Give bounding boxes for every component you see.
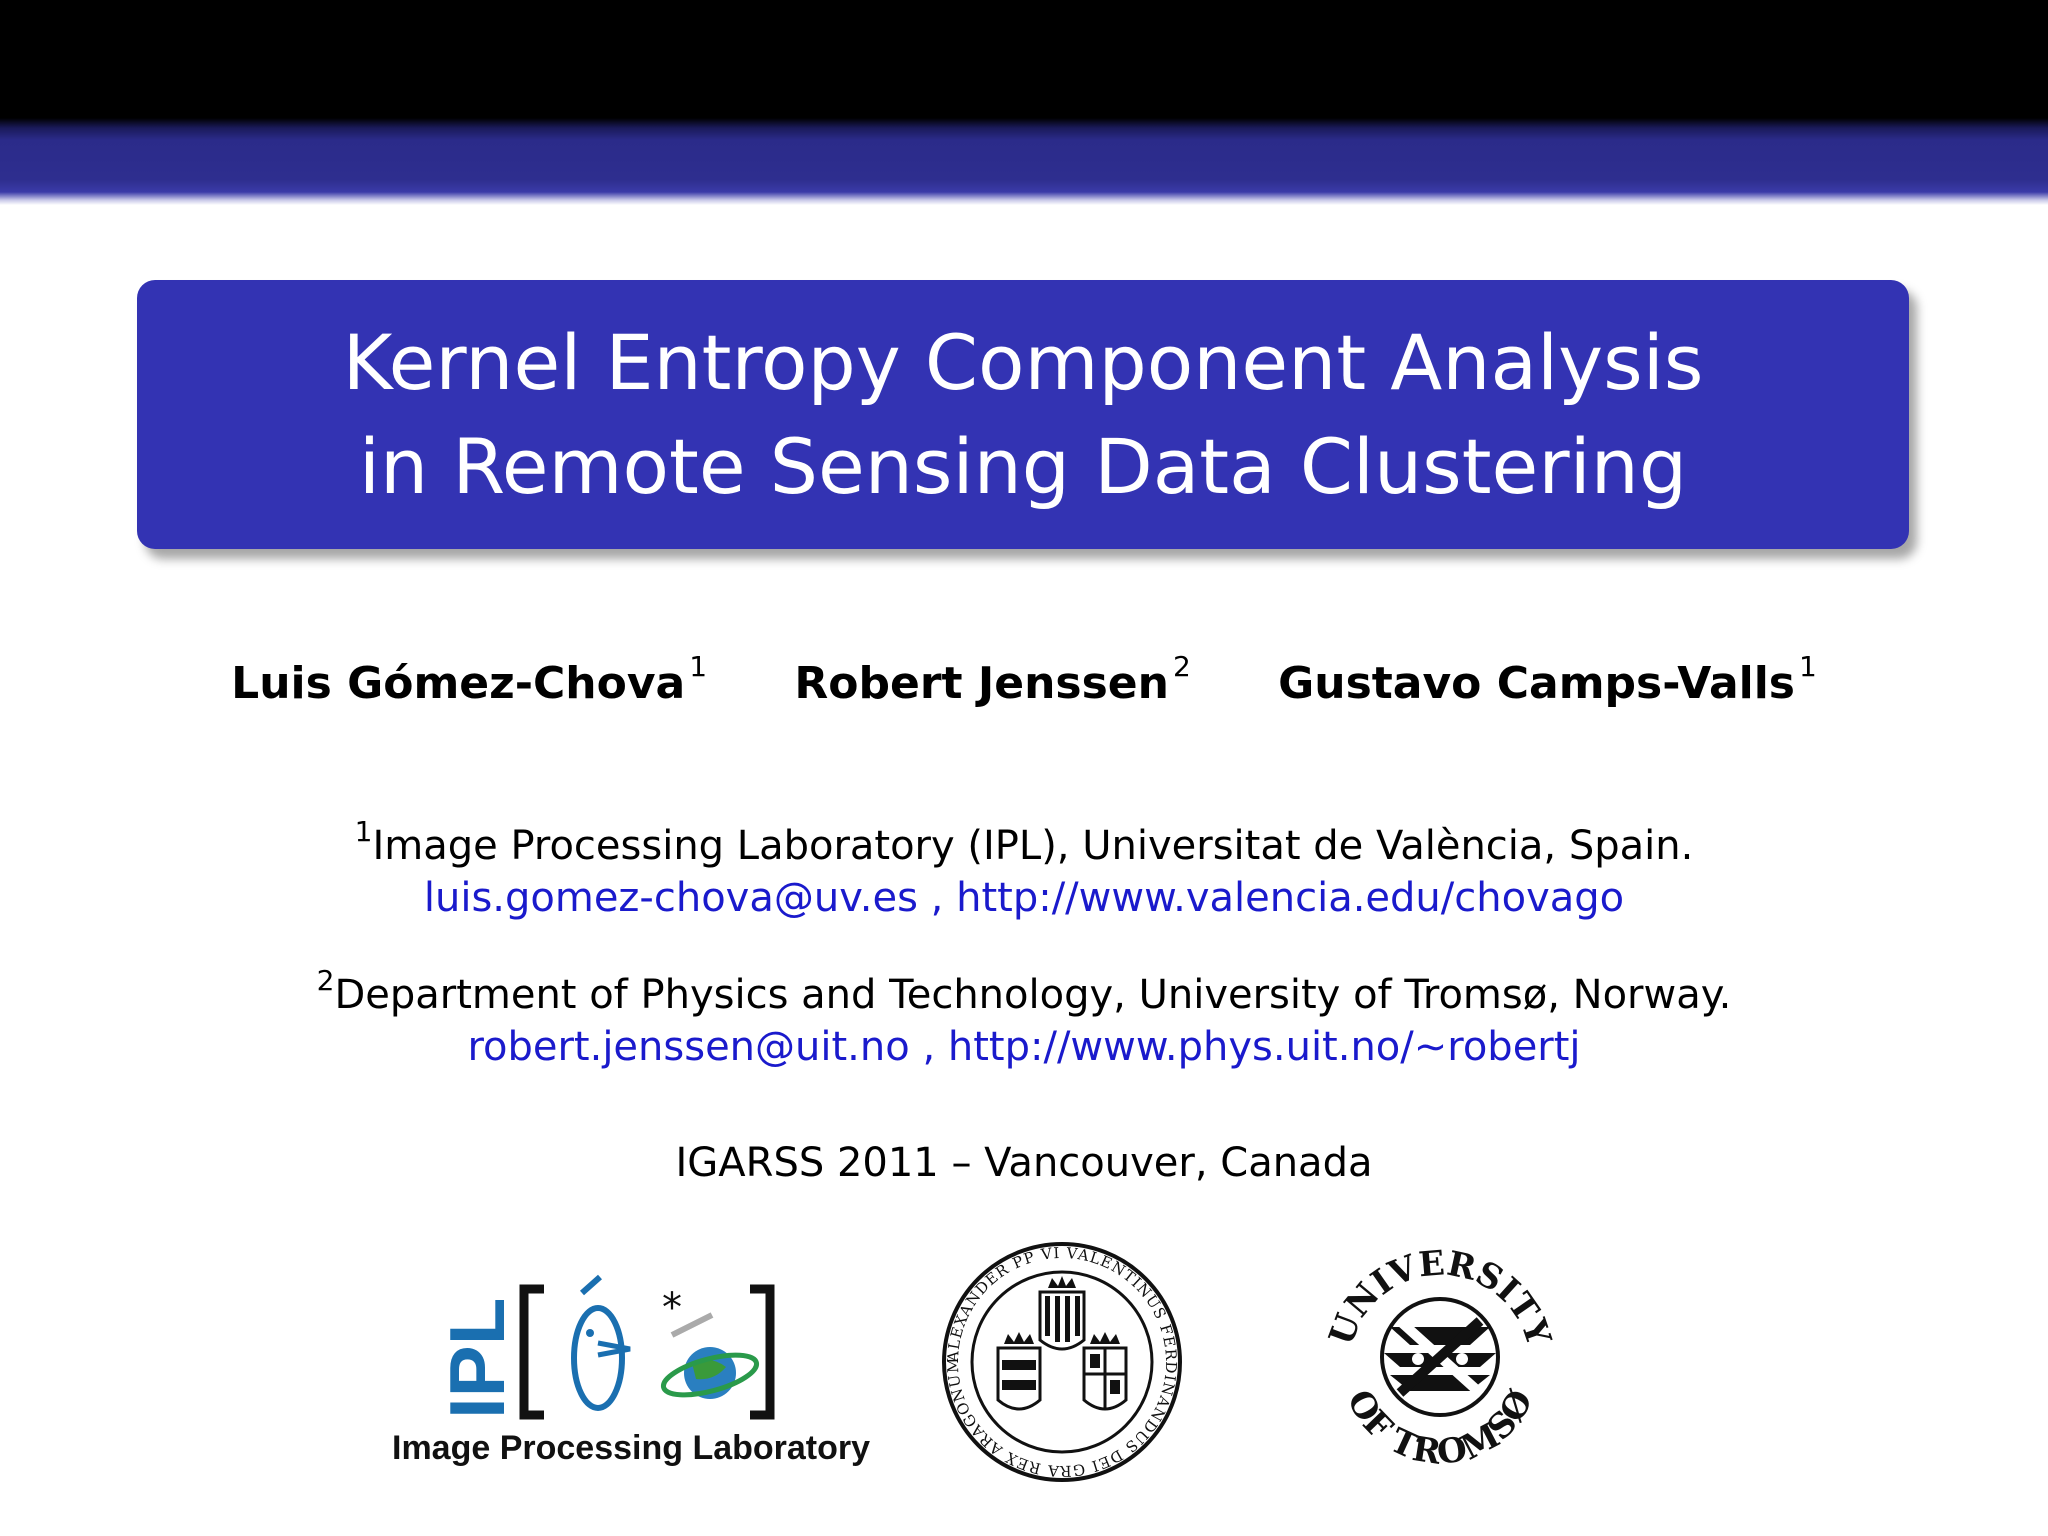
- ipl-caption: Image Processing Laboratory: [392, 1429, 871, 1467]
- valencia-seal-logo: [940, 1240, 1184, 1484]
- url-link-2[interactable]: http://www.phys.uit.no/∼robertj: [947, 1024, 1581, 1070]
- affiliation-2: $^2$Department of Physics and Technology, University of Tromsø, Norway. robert.jenssen@uit.no , http://www.phys.uit.no/∼robertj: [316, 964, 1732, 1070]
- author-1: Luis Gómez-Chova $^1$: [231, 650, 708, 709]
- title-line-2: in Remote Sensing Data Clustering: [358, 421, 1688, 511]
- logo-row: [0, 1235, 2048, 1481]
- tromso-university-logo: [1320, 1235, 1560, 1475]
- tromso-text-bottom: OF TROMSØ: [1338, 1383, 1542, 1473]
- email-link-2[interactable]: robert.jenssen@uit.no: [467, 1024, 910, 1070]
- title-line-1: Kernel Entropy Component Analysis: [342, 317, 1704, 407]
- header-bar: [0, 0, 2048, 205]
- svg-text:*: *: [662, 1285, 682, 1331]
- affiliation-1: $^1$Image Processing Laboratory (IPL), Universitat de València, Spain. luis.gomez-chova@uv.es , http://www.valencia.edu/chovago: [354, 815, 1694, 921]
- email-link-1[interactable]: luis.gomez-chova@uv.es: [423, 875, 918, 921]
- url-link-1[interactable]: http://www.valencia.edu/chovago: [956, 875, 1625, 921]
- ipl-logo: [392, 1263, 882, 1473]
- author-3: Gustavo Camps-Valls $^1$: [1278, 650, 1817, 709]
- author-2: Robert Jenssen $^2$: [794, 650, 1191, 709]
- author-list: [0, 650, 2048, 709]
- ipl-logo-letters: IPL: [433, 1297, 521, 1419]
- tromso-text-top: UNIVERSITY: [1321, 1243, 1559, 1351]
- title-box: [137, 280, 1909, 549]
- conference-line: IGARSS 2011 – Vancouver, Canada: [675, 1140, 1373, 1186]
- seal-ring-text: ALEXANDER PP VI VALENTINUS FERDINANDUS DEI GRA REX ARAGONUM: [943, 1243, 1181, 1481]
